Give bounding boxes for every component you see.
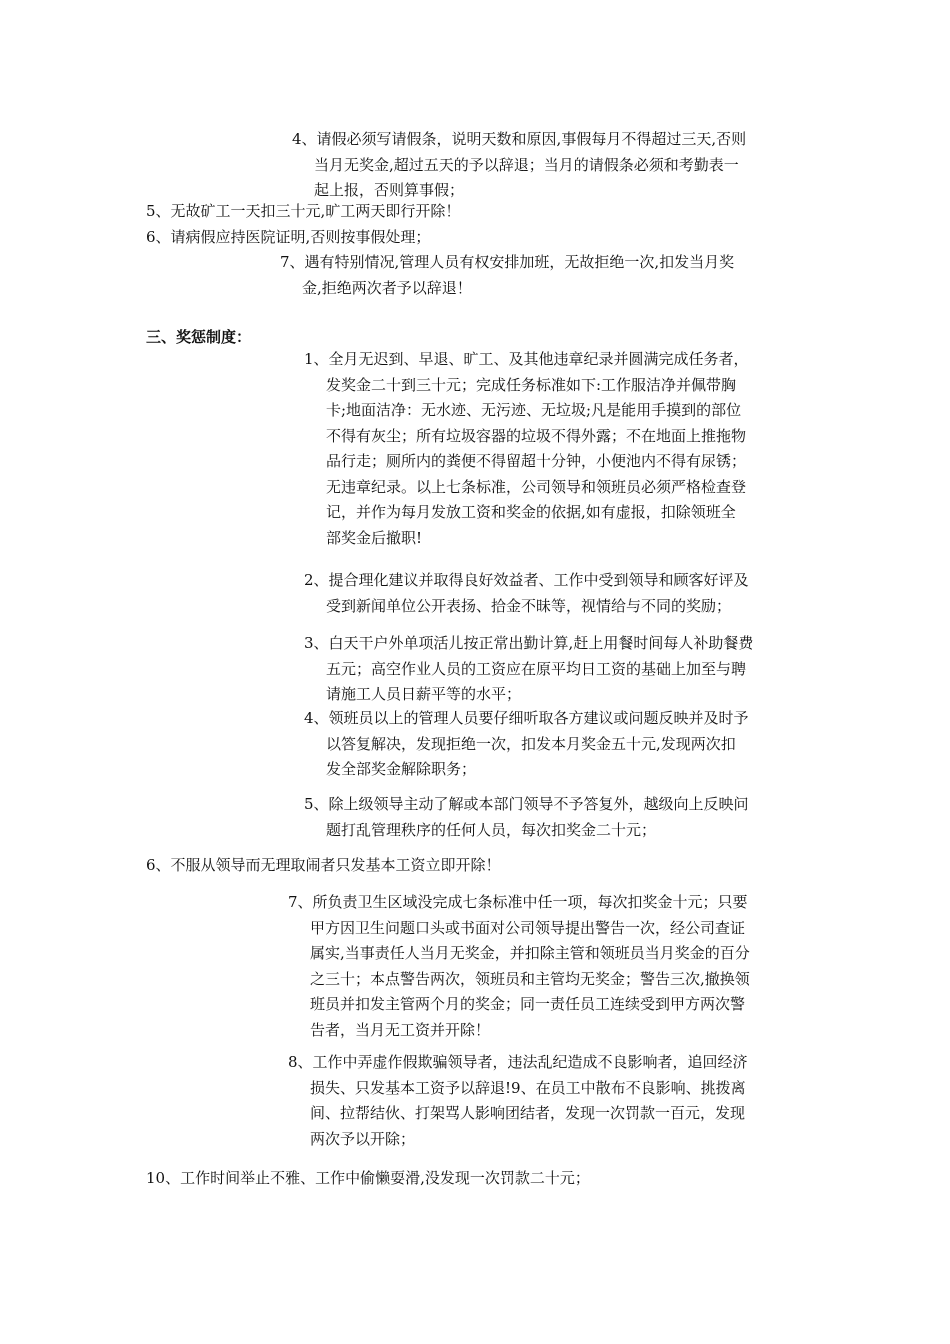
rule-line: 以答复解决，发现拒绝一次，扣发本月奖金五十元,发现两次扣 [326,734,736,753]
rule-line: 不得有灰尘；所有垃圾容器的垃圾不得外露；不在地面上推拖物 [326,426,747,445]
rule-line: 卡;地面洁净：无水迹、无污迹、无垃圾;凡是能用手摸到的部位 [326,401,742,419]
rule-line: 间、拉帮结伙、打架骂人影响团结者，发现一次罚款一百元，发现 [310,1104,746,1122]
rule-line: 告者，当月无工资并开除！ [310,1020,491,1039]
clause-line: 金,拒绝两次者予以辞退！ [302,278,472,297]
rule-line: 5、除上级领导主动了解或本部门领导不予答复外，越级向上反映问 [304,795,749,813]
rule-line: 请施工人员日薪平等的水平； [326,685,522,703]
clause-5-absenteeism [146,199,460,225]
rule-2-suggestions [304,568,749,619]
rule-7-hygiene [288,890,750,1043]
clause-line: 当月无奖金,超过五天的予以辞退；当月的请假条必须和考勤表一 [314,155,739,174]
rule-line: 受到新闻单位公开表扬、拾金不昧等，视情给与不同的奖励； [326,596,732,615]
rule-10-conduct [146,1166,590,1192]
rule-1-full-attendance [304,347,749,551]
rule-4-managers [304,706,749,783]
rule-6-insubordination [146,853,501,879]
rule-5-bypass-reporting [304,792,749,843]
rule-line: 五元；高空作业人员的工资应在原平均日工资的基础上加至与聘 [326,659,747,678]
clause-line: 5、无故矿工一天扣三十元,旷工两天即行开除！ [146,202,461,220]
clause-line: 4、请假必须写请假条，说明天数和原因,事假每月不得超过三天,否则 [292,130,747,148]
rule-line: 发全部奖金解除职务； [326,760,477,778]
rule-line: 10、工作时间举止不雅、工作中偷懒耍滑,没发现一次罚款二十元； [146,1169,590,1187]
rule-line: 甲方因卫生问题口头或书面对公司领导提出警告一次，经公司查证 [310,918,746,937]
rule-line: 4、领班员以上的管理人员要仔细听取各方建议或问题反映并及时予 [304,709,749,727]
clause-6-sick-leave [146,225,430,251]
rule-line: 两次予以开除； [310,1129,416,1148]
rule-3-outdoor-work [304,631,753,708]
rule-line: 属实,当事责任人当月无奖金，并扣除主管和领班员当月奖金的百分 [310,944,750,962]
rule-line: 无违章纪录。以上七条标准，公司领导和领班员必须严格检查登 [326,477,747,496]
rule-line: 发奖金二十到三十元；完成任务标准如下:工作服洁净并佩带胸 [326,375,737,394]
rule-line: 2、提合理化建议并取得良好效益者、工作中受到领导和顾客好评及 [304,571,749,589]
rule-line: 6、不服从领导而无理取闹者只发基本工资立即开除！ [146,856,501,874]
rule-line: 8、工作中弄虚作假欺骗领导者，违法乱纪造成不良影响者，追回经济 [288,1053,748,1071]
rule-line: 题打乱管理秩序的任何人员，每次扣奖金二十元； [326,820,657,839]
rule-line: 部奖金后撤职! [326,528,423,547]
rule-line: 3、白天干户外单项活儿按正常出勤计算,赶上用餐时间每人补助餐费 [304,634,754,652]
rule-line: 7、所负责卫生区域没完成七条标准中任一项，每次扣奖金十元；只要 [288,893,748,911]
rule-line: 记，并作为每月发放工资和奖金的依据,如有虚报，扣除领班全 [326,503,736,521]
rule-line: 班员并扣发主管两个月的奖金；同一责任员工连续受到甲方两次警 [310,995,746,1013]
clause-line: 7、遇有特别情况,管理人员有权安排加班，无故拒绝一次,扣发当月奖 [280,253,735,271]
rule-line: 品行走；厕所内的粪便不得留超十分钟，小便池内不得有尿锈； [326,452,747,470]
clause-line: 6、请病假应持医院证明,否则按事假处理； [146,228,431,246]
rule-8-fraud [288,1050,748,1152]
rule-line: 1、全月无迟到、早退、旷工、及其他违章纪录并圆满完成任务者， [304,350,749,368]
rule-line: 之三十；本点警告两次，领班员和主管均无奖金；警告三次,撤换领 [310,969,750,988]
clause-7-overtime [280,250,734,301]
clause-4-leave-request [292,127,746,204]
rule-line: 损失、只发基本工资予以辞退!9、在员工中散布不良影响、挑拨离 [310,1078,746,1097]
clause-line: 起上报，否则算事假； [314,181,465,199]
section-heading: 三、奖惩制度： [146,328,252,346]
